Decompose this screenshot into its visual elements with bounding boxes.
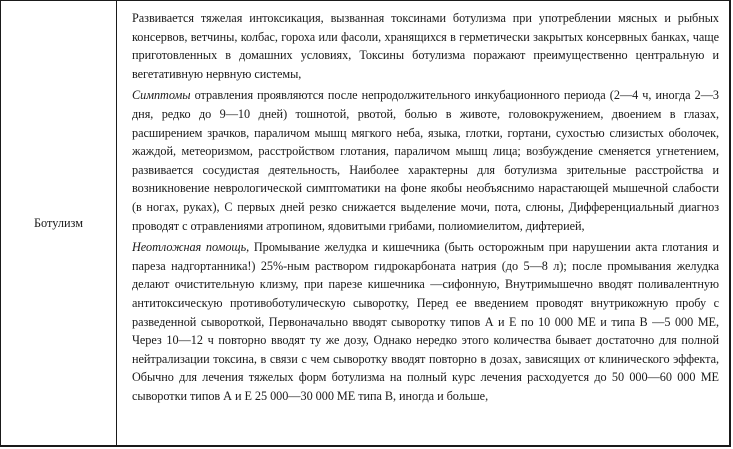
disease-name-cell — [1, 1, 117, 445]
disease-name: Ботулизм — [33, 215, 84, 230]
symptoms-paragraph — [132, 86, 719, 235]
emergency-paragraph — [132, 238, 719, 405]
symptoms-heading: Симптомы — [132, 88, 191, 103]
intro-paragraph: Развивается тяжелая интоксикация, вызванная токсинами ботулизма при употреблении мясных и рыбных консервов, ветчины, колбас, гороха или фасоли, хранящихся в герметически закрытых консервных банках, чаще приготовленных в домашних условиях, Токсины ботулизма поражают преимущественно центральную и вегетативную нервную системы, — [132, 11, 719, 81]
symptoms-text: отравления проявляются после непродолжительного инкубационного периода (2—4 ч, иногда 2—3 дня, редко до 9—10 дней) тошнотой, рвотой, болью в животе, головокружением, двоением в глазах, расширением зрачков, параличом мышц мягкого неба, языка, глотки, гортани, сухостью слизистых оболочек, жаждой, метеоризмом, расстройством глотания, параличом мышц лица; возбуждение сменяется угнетением, развивается сосудистая деятельность, Наиболее характерны для ботулизма зрительные расстройства и возникновение неврологической симптоматики на фоне якобы необъяснимо нарастающей мышечной слабости (в ногах, руках), С первых дней резко снижается выделение мочи, пота, слюны, Дифференциальный диагноз проводят с отравлениями атропином, ядовитыми грибами, полиомиелитом, дифтерией, — [132, 88, 719, 233]
description-cell — [117, 1, 729, 445]
emergency-heading: Неотложная помощь, — [132, 240, 250, 255]
emergency-text: Промывание желудка и кишечника (быть осторожным при нарушении акта глотания и пареза надгортанника!) 25%-ным раствором гидрокарбоната натрия (до 5—8 л); после промывания желудка делают очистительную клизму, при парезе кишечника —сифонную, Внутримышечно вводят поливалентную антитоксическую противоботулическую сыворотку, Перед ее введением проводят внутрикожную пробу с разведенной сывороткой, Первоначально вводят сыворотку типов А и Е по 10 000 МЕ и типа В —5 000 МЕ, Через 10—12 ч повторно вводят ту же дозу, Однако нередко этого количества бывает достаточно для полной нейтрализации токсина, в связи с чем сыворотку вводят повторно в дозах, зависящих от клинического эффекта, Обычно для лечения тяжелых форм ботулизма на полный курс лечения расходуется до 50 000—60 000 МЕ сыворотки типов А и Е 25 000—30 000 МЕ типа В, иногда и больше, — [132, 240, 719, 403]
